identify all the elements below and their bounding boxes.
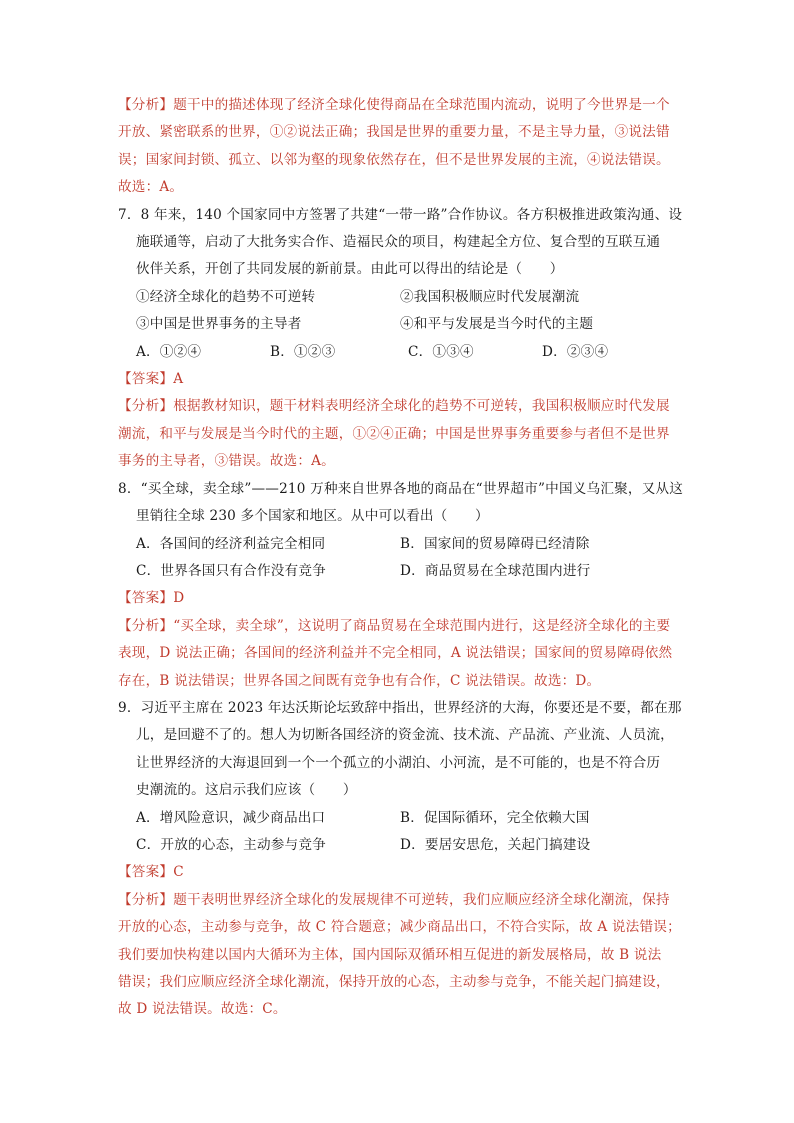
statement-row [118,311,690,338]
option-d: D．商品贸易在全球范围内进行 [400,562,591,579]
statement-row [118,284,690,311]
question-stem: 7．8 年来，140 个国家同中方签署了共建“一带一路”合作协议。各方积极推进政策沟通、设 [118,206,683,223]
document-page [118,92,690,1024]
analysis-tag: 【分析】 [118,97,174,113]
option-b: B．国家间的贸易障碍已经清除 [400,535,590,552]
analysis-tag: 【分析】 [118,617,174,634]
option-a: A．①②④ [136,343,202,360]
analysis-line: 开放、紧密联系的世界，①②说法正确；我国是世界的重要力量，不是主导力量，③说法错 [118,124,670,141]
answer-tag: 【答案】 [118,590,174,607]
analysis-line: 故选：A。 [118,179,184,196]
answer-line [118,585,690,612]
option-row [118,805,690,832]
analysis-line: 我们要加快构建以国内大循环为主体，国内国际双循环相互促进的新发展格局，故 B 说法 [118,946,662,963]
answer-value: C [173,864,184,881]
statement: ①经济全球化的趋势不可逆转 [136,288,316,305]
analysis-line: 误；国家间封锁、孤立、以邻为壑的现象依然存在，但不是世界发展的主流，④说法错误。 [118,151,670,168]
q6-analysis [118,92,690,202]
answer-value: A [173,371,184,388]
question-stem: 让世界经济的大海退回到一个一个孤立的小湖泊、小河流，是不可能的，也是不符合历 [136,754,661,771]
analysis-line: “买全球，卖全球”，这说明了商品贸易在全球范围内进行，这是经济全球化的主要 [173,617,671,634]
answer-tag: 【答案】 [118,864,174,881]
option-a: A．增风险意识，减少商品出口 [136,809,326,826]
question-stem: 施联通等，启动了大批务实合作、造福民众的项目，构建起全方位、复合型的互联互通 [136,234,661,251]
analysis-tag: 【分析】 [118,891,174,908]
analysis [118,613,690,695]
option-c: C．世界各国只有合作没有竞争 [136,562,326,579]
analysis [118,393,690,475]
analysis-line: 存在，B 说法错误；世界各国之间既有竞争也有合作，C 说法错误。故选：D。 [118,672,601,689]
analysis-line: 题干中的描述体现了经济全球化使得商品在全球范围内流动，说明了今世界是一个 [173,97,670,113]
analysis [118,887,690,1024]
option-d: D．②③④ [542,343,609,360]
question-stem: 里销往全球 230 多个国家和地区。从中可以看出（ ） [136,508,489,525]
option-a: A．各国间的经济利益完全相同 [136,535,326,552]
question-stem: 儿，是回避不了的。想人为切断各国经济的资金流、技术流、产品流、产业流、人员流， [136,727,674,744]
option-b: B．①②③ [270,343,336,360]
analysis-tag: 【分析】 [118,398,174,415]
question-9 [118,695,690,1024]
analysis-line: 题干表明世界经济全球化的发展规律不可逆转，我们应顺应经济全球化潮流，保持 [173,891,670,908]
question-stem: 9．习近平主席在 2023 年达沃斯论坛致辞中指出，世界经济的大海，你要还是不要，都在那 [118,699,682,716]
statement: ②我国积极顺应时代发展潮流 [400,288,580,305]
option-row [118,339,690,366]
statement: ④和平与发展是当今时代的主题 [400,316,594,333]
answer-value: D [173,590,185,607]
analysis-line: 故 D 说法错误。故选：C。 [118,1001,287,1018]
question-stem: 伙伴关系，开创了共同发展的新前景。由此可以得出的结论是（ ） [136,261,564,278]
option-row [118,832,690,859]
answer-tag: 【答案】 [118,371,174,388]
analysis-line: 根据教材知识，题干材料表明经济全球化的趋势不可逆转，我国积极顺应时代发展 [173,398,670,415]
answer-line [118,859,690,886]
analysis-line: 潮流，和平与发展是当今时代的主题，①②④正确；中国是世界事务重要参与者但不是世界 [118,425,670,442]
question-7 [118,202,690,476]
option-row [118,558,690,585]
analysis-line: 表现，D 说法正确；各国间的经济利益并不完全相同，A 说法错误；国家间的贸易障碍依然 [118,645,673,662]
question-stem: 8．“买全球，卖全球”——210 万种来自世界各地的商品在“世界超市”中国义乌汇聚，又从这 [118,480,684,497]
analysis-line: 开放的心态，主动参与竞争，故 C 符合题意；减少商品出口，不符合实际，故 A 说法错误； [118,919,681,936]
option-b: B．促国际循环，完全依赖大国 [400,809,590,826]
option-c: C．①③④ [408,343,474,360]
question-8 [118,476,690,695]
option-c: C．开放的心态，主动参与竞争 [136,836,326,853]
analysis-line: 事务的主导者，③错误。故选：A。 [118,453,335,470]
analysis-line: 错误；我们应顺应经济全球化潮流，保持开放的心态，主动参与竞争，不能关起门搞建设， [118,974,670,990]
option-d: D．要居安思危，关起门搞建设 [400,836,591,853]
option-row [118,531,690,558]
statement: ③中国是世界事务的主导者 [136,316,302,333]
answer-line [118,366,690,393]
question-stem: 史潮流的。这启示我们应该（ ） [136,782,357,799]
